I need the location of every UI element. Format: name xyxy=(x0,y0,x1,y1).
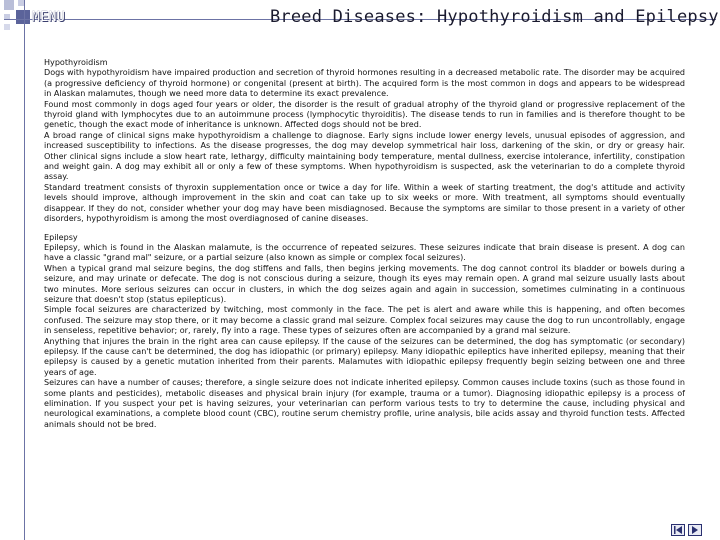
section-heading: Epilepsy xyxy=(44,232,78,242)
next-slide-icon xyxy=(689,525,701,535)
paragraph: Found most commonly in dogs aged four years or older, the disorder is the result of gradual atrophy of the thyroid gland or progressive replacement of the thyroid gland with lymphocytes due to an autoimmune process (lymphocytic thyroiditis). The disease tends to run in families and is therefore thought to be genetic, though the exact mode of inheritance is unknown. Affected dogs should not be bred. xyxy=(44,99,685,130)
paragraph: Standard treatment consists of thyroxin supplementation once or twice a day for life. Within a week of starting treatment, the dog's attitude and activity levels should improve, although improvement in the skin and coat can take up to six weeks or more. With treatment, all symptoms should eventually disappear. If they do not, consider whether your dog may have been misdiagnosed. Because the symptoms are similar to those present in a variety of other disorders, hypothyroidism is among the most overdiagnosed of canine diseases. xyxy=(44,182,685,224)
decor-square xyxy=(4,24,10,30)
paragraph: Epilepsy, which is found in the Alaskan malamute, is the occurrence of repeated seizures. These seizures indicate that brain disease is present. A dog can have a classic "grand mal" seizure, or a partial seizure (also known as simple or complex focal seizures). xyxy=(44,242,685,263)
paragraph: Anything that injures the brain in the right area can cause epilepsy. If the cause of the seizures can be determined, the dog has symptomatic (or secondary) epilepsy. If the cause can't be determined, the dog has idiopathic (or primary) epilepsy. Many idiopathic epileptics have inherited epilepsy, meaning that their epilepsy is caused by a genetic mutation inherited from their parents. Malamutes with idiopathic epilepsy frequently begin seizing between one and three years of age. xyxy=(44,336,685,377)
paragraph: Dogs with hypothyroidism have impaired production and secretion of thyroid hormones resulting in a decreased metabolic rate. The disorder may be acquired (a progressive deficiency of thyroid hormone) or congenital (present at birth). The acquired form is the most common in dogs and appears to be widespread in Alaskan malamutes, though we need more data to determine its exact prevalence. xyxy=(44,68,685,99)
page-title: Breed Diseases: Hypothyroidism and Epilepsy xyxy=(270,7,719,27)
decor-square xyxy=(4,0,14,10)
content-area xyxy=(44,58,685,430)
nav-first-button[interactable] xyxy=(671,524,685,536)
decor-square xyxy=(16,10,30,24)
section-heading: Hypothyroidism xyxy=(44,58,108,67)
paragraph: Simple focal seizures are characterized by twitching, most commonly in the face. The pet is alert and aware while this is happening, and often becomes confused. The seizure may stop there, or it may become a classic grand mal seizure. Complex focal seizures may cause the dog to run uncontrollably, engage in senseless, repetitive behavior; or, rarely, fly into a rage. These types of seizures often are accompanied by a grand mal seizure. xyxy=(44,305,685,336)
paragraph: Seizures can have a number of causes; therefore, a single seizure does not indicate inherited epilepsy. Common causes include toxins (such as those found in some plants and pesticides), metabolic diseases and physical brain injury (for example, trauma or a tumor). Diagnosing idiopathic epilepsy is a process of elimination. If you suspect your pet is having seizures, your veterinarian can perform various tests to try to determine the cause, including physical and neurological examinations, a complete blood count (CBC), routine serum chemistry profile, urine analysis, bile acids assay and thyroid function tests. Affected animals should not be bred. xyxy=(44,378,685,429)
side-rule xyxy=(24,0,25,540)
section-epilepsy xyxy=(44,233,685,431)
first-slide-icon xyxy=(672,525,684,535)
menu-button[interactable]: MENU xyxy=(32,10,66,25)
paragraph: A broad range of clinical signs make hypothyroidism a challenge to diagnose. Early signs include lower energy levels, unusual episodes of aggression, and increased susceptibility to infections. As the disease progresses, the dog may develop symmetrical hair loss, darkening of the skin, or dry or greasy hair. Other clinical signs include a slow heart rate, lethargy, difficulty maintaining body temperature, mental dullness, exercise intolerance, infertility, constipation and weight gain. A dog may exhibit all or only a few of these symptoms. When hypothyroidism is suspected, ask the veterinarian to do a complete thyroid assay. xyxy=(44,130,685,182)
nav-next-button[interactable] xyxy=(688,524,702,536)
section-hypothyroidism xyxy=(44,58,685,225)
paragraph: When a typical grand mal seizure begins, the dog stiffens and falls, then begins jerking movements. The dog cannot control its bladder or bowels during a seizure, and may urinate or defecate. The dog is not conscious during a seizure, though its eyes may remain open. A grand mal seizure usually lasts about two minutes. More serious seizures can occur in clusters, in which the dog seizes again and again in succession, sometimes culminating in a continuous seizure that doesn't stop (status epilepticus). xyxy=(44,263,685,304)
